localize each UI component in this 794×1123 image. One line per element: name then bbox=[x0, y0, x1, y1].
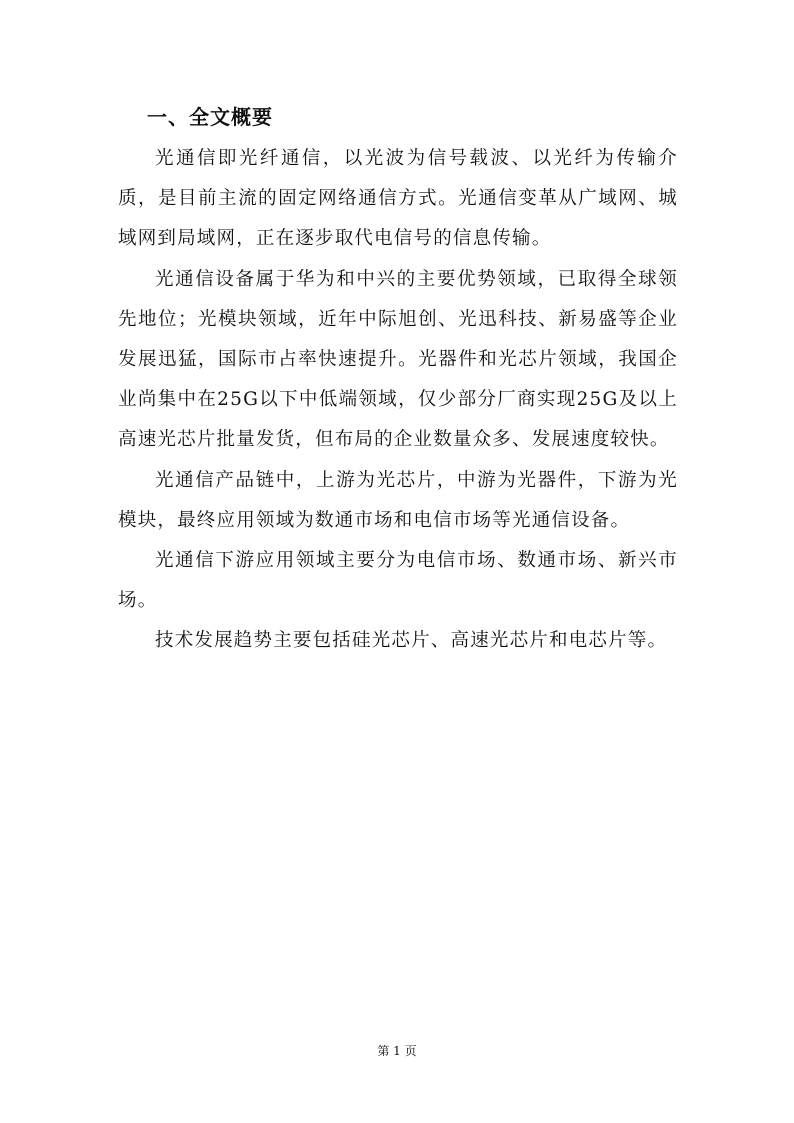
paragraph: 光通信设备属于华为和中兴的主要优势领域，已取得全球领先地位；光模块领域，近年中际旭创、光迅科技、新易盛等企业发展迅猛，国际市占率快速提升。光器件和光芯片领域，我国企业尚集中在25G以下中低端领域，仅少部分厂商实现25G及以上高速光芯片批量发货，但布局的企业数量众多、发展速度较快。 bbox=[118, 268, 678, 451]
paragraph: 光通信下游应用领域主要分为电信市场、数通市场、新兴市场。 bbox=[118, 550, 678, 612]
section-heading: 一、全文概要 bbox=[147, 105, 273, 129]
page-number: 第 1 页 bbox=[377, 1044, 417, 1058]
paragraph: 技术发展趋势主要包括硅光芯片、高速光芯片和电芯片等。 bbox=[155, 630, 668, 652]
paragraph: 光通信产品链中，上游为光芯片，中游为光器件，下游为光模块，最终应用领域为数通市场和电信市场等光通信设备。 bbox=[118, 469, 678, 531]
paragraph: 光通信即光纤通信，以光波为信号载波、以光纤为传输介质，是目前主流的固定网络通信方式。光通信变革从广域网、城域网到局域网，正在逐步取代电信号的信息传输。 bbox=[118, 148, 678, 250]
document-body bbox=[118, 139, 678, 662]
